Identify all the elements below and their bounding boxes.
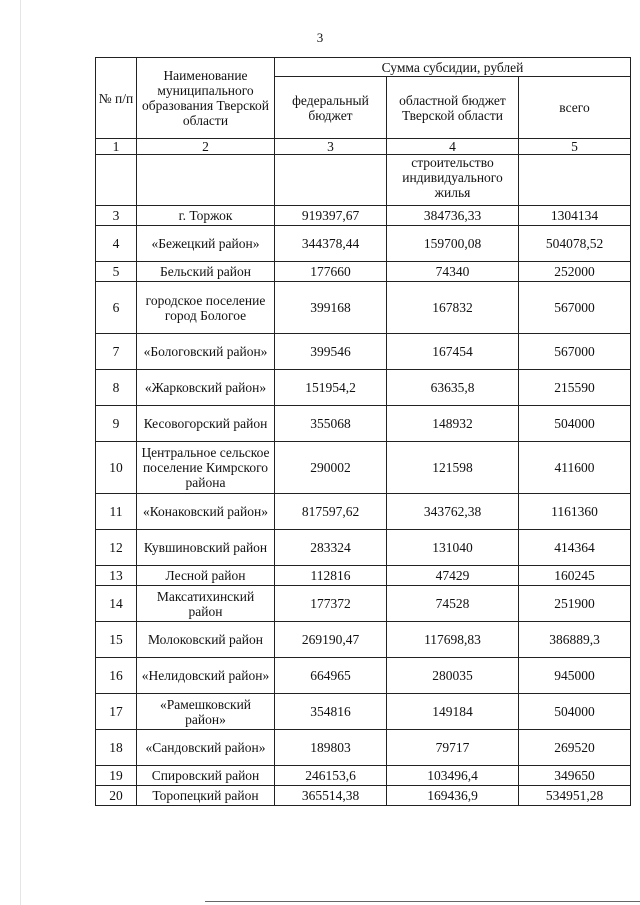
col-number: 1 [96, 139, 137, 155]
total-amount: 252000 [519, 262, 631, 282]
municipality-name: «Сандовский район» [137, 730, 275, 766]
row-number: 15 [96, 622, 137, 658]
col-number: 4 [387, 139, 519, 155]
header-regional: областной бюджет Тверской области [387, 77, 519, 139]
federal-amount: 399168 [275, 282, 387, 334]
table-row [96, 786, 631, 806]
municipality-name: городское поселение город Бологое [137, 282, 275, 334]
row-number: 16 [96, 658, 137, 694]
table-row [96, 282, 631, 334]
federal-amount: 365514,38 [275, 786, 387, 806]
header-name: Наименование муниципального образования Тверской области [137, 58, 275, 139]
empty-cell [275, 155, 387, 206]
federal-amount: 151954,2 [275, 370, 387, 406]
row-number: 8 [96, 370, 137, 406]
table-row [96, 334, 631, 370]
total-amount: 215590 [519, 370, 631, 406]
row-number: 14 [96, 586, 137, 622]
header-total: всего [519, 77, 631, 139]
table-row [96, 566, 631, 586]
regional-amount: 131040 [387, 530, 519, 566]
row-number: 11 [96, 494, 137, 530]
col-number: 2 [137, 139, 275, 155]
row-number: 9 [96, 406, 137, 442]
regional-amount: 103496,4 [387, 766, 519, 786]
table-row [96, 658, 631, 694]
row-number: 12 [96, 530, 137, 566]
row-number: 10 [96, 442, 137, 494]
federal-amount: 664965 [275, 658, 387, 694]
scan-edge-line [20, 0, 21, 905]
table-row [96, 442, 631, 494]
municipality-name: Торопецкий район [137, 786, 275, 806]
total-amount: 411600 [519, 442, 631, 494]
federal-amount: 283324 [275, 530, 387, 566]
municipality-name: «Жарковский район» [137, 370, 275, 406]
col-number: 5 [519, 139, 631, 155]
total-amount: 567000 [519, 282, 631, 334]
regional-amount: 47429 [387, 566, 519, 586]
regional-amount: 149184 [387, 694, 519, 730]
total-amount: 504078,52 [519, 226, 631, 262]
table-row [96, 494, 631, 530]
regional-amount: 167832 [387, 282, 519, 334]
table-row [96, 370, 631, 406]
total-amount: 567000 [519, 334, 631, 370]
federal-amount: 817597,62 [275, 494, 387, 530]
regional-amount: 159700,08 [387, 226, 519, 262]
total-amount: 160245 [519, 566, 631, 586]
empty-cell [519, 155, 631, 206]
total-amount: 349650 [519, 766, 631, 786]
row-number: 19 [96, 766, 137, 786]
page-number: 3 [316, 30, 324, 45]
federal-amount: 189803 [275, 730, 387, 766]
municipality-name: Молоковский район [137, 622, 275, 658]
municipality-name: «Бологовский район» [137, 334, 275, 370]
table-row [96, 262, 631, 282]
federal-amount: 177372 [275, 586, 387, 622]
empty-cell [137, 155, 275, 206]
total-amount: 269520 [519, 730, 631, 766]
table-row [96, 406, 631, 442]
municipality-name: «Бежецкий район» [137, 226, 275, 262]
total-amount: 534951,28 [519, 786, 631, 806]
subsidy-table [95, 57, 631, 806]
federal-amount: 355068 [275, 406, 387, 442]
bottom-rule [205, 901, 640, 902]
municipality-name: Кесовогорский район [137, 406, 275, 442]
municipality-name: Спировский район [137, 766, 275, 786]
regional-amount: 63635,8 [387, 370, 519, 406]
column-number-row [96, 139, 631, 155]
municipality-name: Центральное сельское поселение Кимрского района [137, 442, 275, 494]
total-amount: 504000 [519, 694, 631, 730]
municipality-name: г. Торжок [137, 206, 275, 226]
federal-amount: 269190,47 [275, 622, 387, 658]
header-num: № п/п [96, 58, 137, 139]
federal-amount: 177660 [275, 262, 387, 282]
federal-amount: 290002 [275, 442, 387, 494]
table-row [96, 226, 631, 262]
header-federal: федеральный бюджет [275, 77, 387, 139]
row-number: 18 [96, 730, 137, 766]
table-row [96, 206, 631, 226]
regional-amount: 280035 [387, 658, 519, 694]
federal-amount: 344378,44 [275, 226, 387, 262]
row-number: 13 [96, 566, 137, 586]
regional-amount: 117698,83 [387, 622, 519, 658]
header-sum: Сумма субсидии, рублей [275, 58, 631, 77]
regional-amount: 74528 [387, 586, 519, 622]
total-amount: 1304134 [519, 206, 631, 226]
row-number: 4 [96, 226, 137, 262]
total-amount: 1161360 [519, 494, 631, 530]
table-row [96, 766, 631, 786]
row-number: 3 [96, 206, 137, 226]
total-amount: 386889,3 [519, 622, 631, 658]
row-number: 5 [96, 262, 137, 282]
municipality-name: «Конаковский район» [137, 494, 275, 530]
row-number: 7 [96, 334, 137, 370]
total-amount: 414364 [519, 530, 631, 566]
total-amount: 251900 [519, 586, 631, 622]
note-cell: строительство индивидуального жилья [387, 155, 519, 206]
regional-amount: 167454 [387, 334, 519, 370]
regional-amount: 148932 [387, 406, 519, 442]
municipality-name: Лесной район [137, 566, 275, 586]
table-row [96, 586, 631, 622]
federal-amount: 354816 [275, 694, 387, 730]
federal-amount: 246153,6 [275, 766, 387, 786]
regional-amount: 343762,38 [387, 494, 519, 530]
table-row [96, 730, 631, 766]
row-number: 17 [96, 694, 137, 730]
federal-amount: 919397,67 [275, 206, 387, 226]
regional-amount: 74340 [387, 262, 519, 282]
empty-cell [96, 155, 137, 206]
table-row [96, 530, 631, 566]
row-number: 6 [96, 282, 137, 334]
municipality-name: «Нелидовский район» [137, 658, 275, 694]
federal-amount: 112816 [275, 566, 387, 586]
total-amount: 945000 [519, 658, 631, 694]
row-number: 20 [96, 786, 137, 806]
regional-amount: 121598 [387, 442, 519, 494]
regional-amount: 79717 [387, 730, 519, 766]
table-row [96, 622, 631, 658]
table-body [96, 206, 631, 806]
municipality-name: «Рамешковский район» [137, 694, 275, 730]
federal-amount: 399546 [275, 334, 387, 370]
municipality-name: Максатихинский район [137, 586, 275, 622]
col-number: 3 [275, 139, 387, 155]
municipality-name: Бельский район [137, 262, 275, 282]
regional-amount: 169436,9 [387, 786, 519, 806]
municipality-name: Кувшиновский район [137, 530, 275, 566]
table-row [96, 694, 631, 730]
note-row [96, 155, 631, 206]
total-amount: 504000 [519, 406, 631, 442]
regional-amount: 384736,33 [387, 206, 519, 226]
